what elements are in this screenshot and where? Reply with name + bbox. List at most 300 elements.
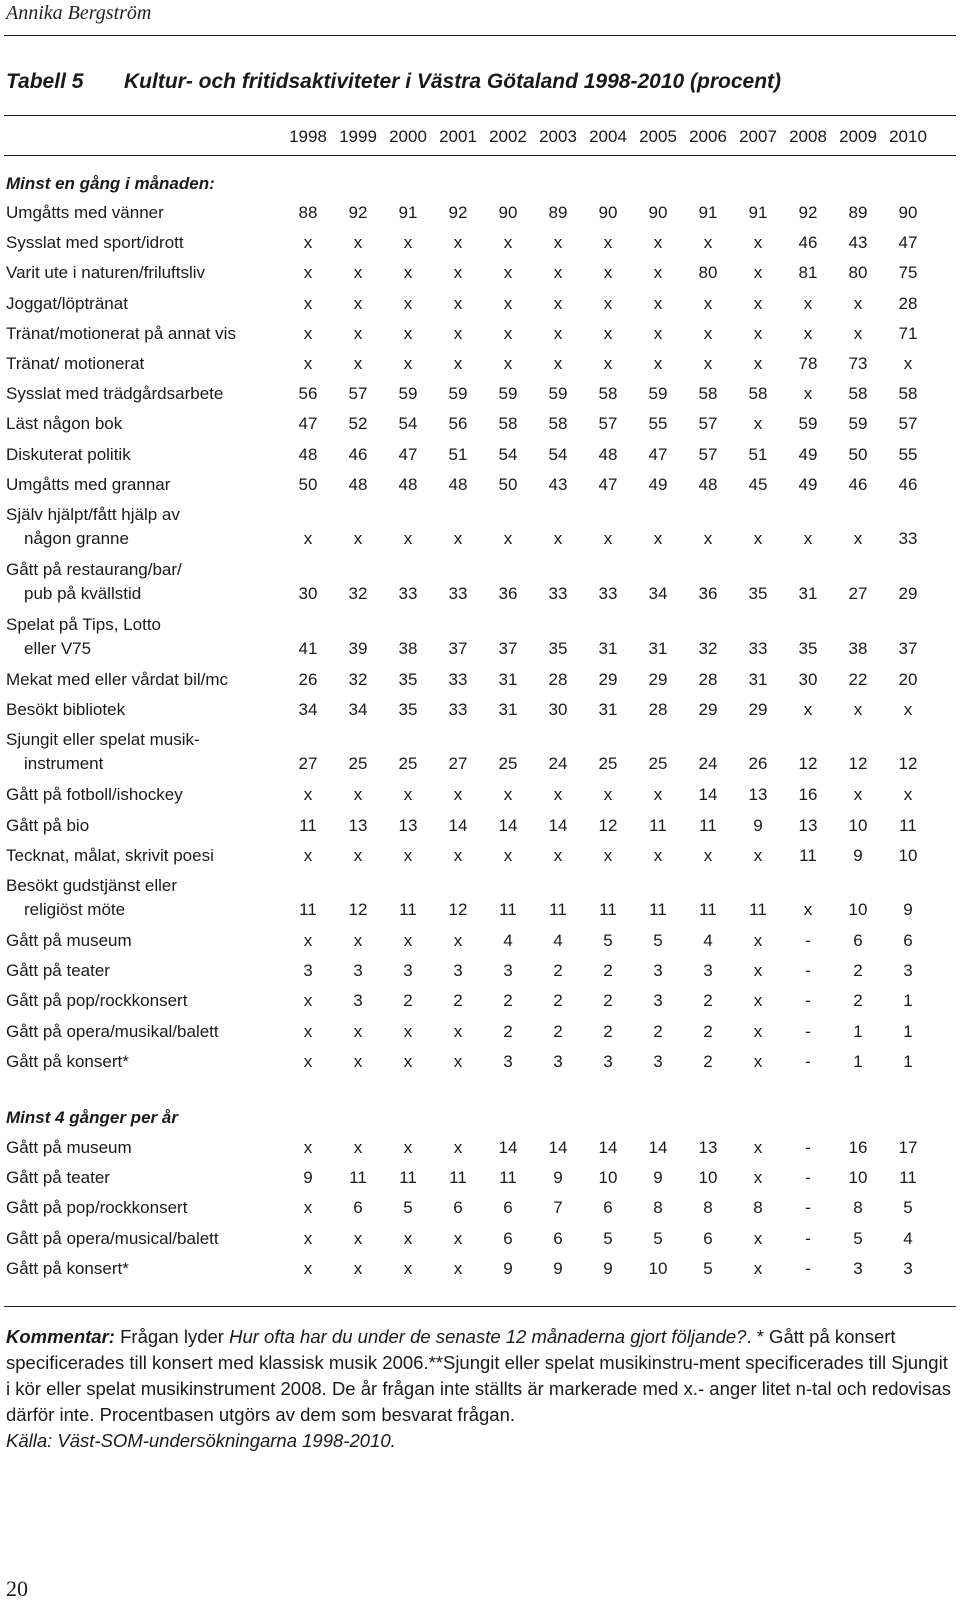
table-cell: x bbox=[303, 1051, 313, 1071]
table-cell: 31 bbox=[498, 700, 518, 720]
table-cell: 11 bbox=[599, 900, 617, 919]
table-cell: x bbox=[453, 263, 463, 283]
table-cell: 58 bbox=[898, 384, 918, 404]
table-cell: 11 bbox=[749, 900, 767, 919]
table-cell: 59 bbox=[798, 414, 818, 434]
table-cell: 24 bbox=[698, 754, 718, 774]
year-header-row bbox=[0, 127, 960, 151]
table-cell: x bbox=[753, 961, 763, 981]
table-cell: x bbox=[853, 785, 863, 805]
table-cell: 6 bbox=[703, 1228, 713, 1248]
table-cell: 2 bbox=[853, 961, 863, 981]
row-label: Sjungit eller spelat musik- bbox=[6, 730, 200, 750]
table-cell: 45 bbox=[748, 474, 768, 494]
table-cell: 12 bbox=[348, 900, 368, 919]
table-cell: - bbox=[805, 961, 811, 981]
table-cell: x bbox=[303, 1258, 313, 1278]
table-cell: 54 bbox=[498, 444, 518, 464]
table-cell: 33 bbox=[548, 584, 568, 603]
table-cell: x bbox=[753, 1228, 763, 1248]
table-cell: 38 bbox=[398, 639, 418, 658]
table-cell: 46 bbox=[848, 474, 868, 494]
table-cell: x bbox=[503, 293, 513, 313]
table-cell: 59 bbox=[448, 384, 468, 404]
table-cell: 90 bbox=[498, 203, 518, 222]
table-cell: 28 bbox=[898, 293, 918, 313]
table-cell: x bbox=[803, 529, 813, 548]
table-cell: 59 bbox=[398, 384, 418, 404]
table-cell: 11 bbox=[649, 900, 667, 919]
table-cell: 3 bbox=[503, 961, 513, 981]
table-cell: x bbox=[353, 263, 363, 283]
row-label: Gått på museum bbox=[6, 1138, 132, 1157]
table-cell: x bbox=[653, 233, 663, 253]
table-cell: x bbox=[753, 845, 763, 865]
table-cell: 14 bbox=[448, 815, 468, 835]
table-cell: x bbox=[903, 785, 913, 805]
table-cell: 14 bbox=[698, 785, 718, 805]
row-label: Gått på museum bbox=[6, 931, 132, 950]
table-cell: x bbox=[853, 293, 863, 313]
table-cell: x bbox=[303, 1138, 313, 1157]
row-label-continued: instrument bbox=[24, 754, 104, 774]
table-cell: x bbox=[803, 900, 813, 919]
row-label: Gått på fotboll/ishockey bbox=[6, 785, 183, 805]
table-cell: x bbox=[853, 700, 863, 720]
table-cell: 58 bbox=[848, 384, 868, 404]
table-cell: x bbox=[453, 293, 463, 313]
table-cell: x bbox=[403, 785, 413, 805]
row-label-continued: eller V75 bbox=[24, 639, 92, 658]
table-cell: 3 bbox=[353, 961, 363, 981]
table-cell: x bbox=[703, 233, 713, 253]
table-cell: x bbox=[553, 233, 563, 253]
table-cell: 10 bbox=[848, 900, 868, 919]
table-cell: 29 bbox=[598, 670, 618, 689]
table-cell: 2 bbox=[703, 1051, 713, 1071]
table-cell: x bbox=[603, 529, 613, 548]
row-label: Tecknat, målat, skrivit poesi bbox=[6, 845, 214, 865]
table-cell: x bbox=[303, 233, 313, 253]
table-cell: 31 bbox=[598, 700, 618, 720]
table-cell: x bbox=[403, 1138, 413, 1157]
table-cell: 2 bbox=[703, 991, 713, 1011]
table-cell: 51 bbox=[448, 444, 468, 464]
table-cell: 22 bbox=[848, 670, 868, 689]
table-cell: 55 bbox=[648, 414, 668, 434]
table-cell: x bbox=[753, 414, 763, 434]
table-cell: 9 bbox=[553, 1168, 563, 1188]
row-label-continued: religiöst möte bbox=[24, 900, 126, 919]
table-cell: 9 bbox=[753, 815, 763, 835]
table-cell: 24 bbox=[548, 754, 568, 774]
table-cell: 28 bbox=[548, 670, 568, 689]
row-label: Besökt bibliotek bbox=[6, 700, 126, 720]
table-cell: 89 bbox=[548, 203, 568, 222]
table-cell: 25 bbox=[598, 754, 618, 774]
table-cell: 36 bbox=[498, 584, 518, 603]
table-cell: 6 bbox=[503, 1198, 513, 1218]
table-cell: x bbox=[803, 700, 813, 720]
row-label: Umgåtts med vänner bbox=[6, 203, 164, 222]
table-cell: 92 bbox=[348, 203, 368, 222]
table-cell: - bbox=[805, 931, 811, 950]
table-cell: x bbox=[553, 354, 563, 373]
table-cell: 31 bbox=[598, 639, 618, 658]
table-cell: 3 bbox=[853, 1258, 863, 1278]
table-cell: 88 bbox=[298, 203, 318, 222]
table-cell: x bbox=[503, 323, 513, 343]
table-cell: x bbox=[403, 323, 413, 343]
table-cell: 10 bbox=[698, 1168, 718, 1188]
table-cell: 6 bbox=[603, 1198, 613, 1218]
table-cell: 10 bbox=[848, 815, 868, 835]
table-cell: x bbox=[753, 1051, 763, 1071]
table-cell: 5 bbox=[603, 931, 613, 950]
table-cell: x bbox=[403, 845, 413, 865]
table-cell: 8 bbox=[853, 1198, 863, 1218]
row-label: Mekat med eller vårdat bil/mc bbox=[6, 670, 229, 689]
table-cell: 12 bbox=[598, 815, 618, 835]
table-cell: x bbox=[353, 323, 363, 343]
table-cell: 11 bbox=[299, 815, 317, 835]
table-cell: 16 bbox=[848, 1138, 868, 1157]
table-cell: x bbox=[753, 991, 763, 1011]
table-cell: x bbox=[303, 354, 313, 373]
table-cell: 11 bbox=[399, 900, 417, 919]
table-cell: 29 bbox=[698, 700, 718, 720]
table-cell: - bbox=[805, 1198, 811, 1218]
table-cell: x bbox=[553, 263, 563, 283]
table-cell: 33 bbox=[598, 584, 618, 603]
header-rule bbox=[4, 35, 956, 36]
table-cell: 14 bbox=[598, 1138, 618, 1157]
table-cell: 89 bbox=[848, 203, 868, 222]
table-cell: x bbox=[303, 845, 313, 865]
table-cell: 3 bbox=[653, 991, 663, 1011]
table-cell: 2 bbox=[703, 1021, 713, 1041]
year-header-cell: 2005 bbox=[639, 127, 677, 146]
table-cell: 4 bbox=[553, 931, 563, 950]
table-cell: x bbox=[653, 354, 663, 373]
table-cell: 11 bbox=[399, 1168, 417, 1188]
table-cell: 92 bbox=[798, 203, 818, 222]
comment-lead: Kommentar: bbox=[6, 1326, 115, 1347]
year-header-cell: 2001 bbox=[439, 127, 477, 146]
table-cell: 33 bbox=[898, 529, 918, 548]
table-cell: 47 bbox=[648, 444, 668, 464]
table-cell: 1 bbox=[903, 1021, 913, 1041]
table-cell: 48 bbox=[698, 474, 718, 494]
row-label: Tränat/ motionerat bbox=[6, 354, 145, 373]
table-cell: 1 bbox=[853, 1021, 863, 1041]
table-cell: 1 bbox=[903, 991, 913, 1011]
year-header-rule bbox=[4, 155, 956, 156]
table-cell: 2 bbox=[453, 991, 463, 1011]
table-cell: 43 bbox=[848, 233, 868, 253]
table-cell: x bbox=[553, 529, 563, 548]
year-header-cell: 2000 bbox=[389, 127, 427, 146]
table-cell: x bbox=[603, 323, 613, 343]
table-cell: - bbox=[805, 1168, 811, 1188]
table-cell: 30 bbox=[548, 700, 568, 720]
table-cell: x bbox=[603, 293, 613, 313]
table-cell: 14 bbox=[548, 815, 568, 835]
table-cell: x bbox=[753, 529, 763, 548]
table-cell: 59 bbox=[848, 414, 868, 434]
table-cell: 11 bbox=[349, 1168, 367, 1188]
table-cell: 11 bbox=[499, 900, 517, 919]
row-label: Gått på opera/musikal/balett bbox=[6, 1021, 219, 1041]
table-cell: 58 bbox=[548, 414, 568, 434]
row-label: Sysslat med trädgårdsarbete bbox=[6, 384, 224, 404]
year-header-cell: 2008 bbox=[789, 127, 827, 146]
table-cell: 9 bbox=[853, 845, 863, 865]
table-cell: x bbox=[303, 931, 313, 950]
table-cell: x bbox=[703, 845, 713, 865]
table-cell: 8 bbox=[753, 1198, 763, 1218]
table-cell: x bbox=[753, 293, 763, 313]
table-cell: 13 bbox=[698, 1138, 718, 1157]
table-cell: x bbox=[403, 293, 413, 313]
table-cell: x bbox=[553, 323, 563, 343]
table-cell: 12 bbox=[798, 754, 818, 774]
table-cell: 10 bbox=[898, 845, 918, 865]
table-cell: 11 bbox=[699, 815, 717, 835]
table-cell: 78 bbox=[798, 354, 818, 373]
table-cell: 2 bbox=[603, 1021, 613, 1041]
table-cell: 28 bbox=[648, 700, 668, 720]
table-cell: 30 bbox=[298, 584, 318, 603]
table-cell: 3 bbox=[703, 961, 713, 981]
table-number: Tabell 5 bbox=[6, 70, 84, 93]
table-cell: 56 bbox=[448, 414, 468, 434]
table-cell: x bbox=[403, 233, 413, 253]
table-cell: 5 bbox=[703, 1258, 713, 1278]
table-cell: 5 bbox=[653, 931, 663, 950]
comment-question: Hur ofta har du under de senaste 12 månaderna gjort följande? bbox=[229, 1326, 747, 1347]
table-cell: 13 bbox=[748, 785, 768, 805]
table-cell: 11 bbox=[899, 1168, 917, 1188]
row-label-continued: någon granne bbox=[24, 529, 129, 548]
source-note: Källa: Väst-SOM-undersökningarna 1998-2010. bbox=[6, 1430, 396, 1451]
table-cell: x bbox=[753, 1138, 763, 1157]
table-cell: x bbox=[303, 529, 313, 548]
table-cell: x bbox=[903, 354, 913, 373]
table-cell: 26 bbox=[298, 670, 318, 689]
table-cell: 59 bbox=[548, 384, 568, 404]
table-cell: 9 bbox=[903, 900, 913, 919]
table-cell: 8 bbox=[703, 1198, 713, 1218]
table-title-text: Kultur- och fritidsaktiviteter i Västra Götaland 1998-2010 (procent) bbox=[124, 70, 782, 93]
row-label: Besökt gudstjänst eller bbox=[6, 876, 178, 895]
table-cell: 34 bbox=[298, 700, 318, 720]
table-cell: 90 bbox=[898, 203, 918, 222]
table-cell: x bbox=[403, 263, 413, 283]
table-cell: x bbox=[603, 263, 613, 283]
table-cell: 1 bbox=[903, 1051, 913, 1071]
table-cell: 4 bbox=[903, 1228, 913, 1248]
table-cell: 2 bbox=[553, 961, 563, 981]
table-cell: 48 bbox=[348, 474, 368, 494]
table-cell: x bbox=[303, 323, 313, 343]
table-cell: 9 bbox=[653, 1168, 663, 1188]
table-cell: 57 bbox=[898, 414, 918, 434]
table-cell: x bbox=[453, 529, 463, 548]
table-cell: x bbox=[653, 845, 663, 865]
table-cell: x bbox=[503, 529, 513, 548]
year-header-cell: 2010 bbox=[889, 127, 927, 146]
table-cell: x bbox=[403, 931, 413, 950]
row-label: Diskuterat politik bbox=[6, 444, 131, 464]
table-cell: 9 bbox=[303, 1168, 313, 1188]
table-cell: 57 bbox=[698, 414, 718, 434]
table-cell: 43 bbox=[548, 474, 568, 494]
table-cell: 37 bbox=[898, 639, 918, 658]
table-cell: 12 bbox=[848, 754, 868, 774]
table-cell: 6 bbox=[503, 1228, 513, 1248]
table-cell: 81 bbox=[798, 263, 818, 283]
table-cell: x bbox=[353, 845, 363, 865]
table-cell: x bbox=[753, 1258, 763, 1278]
table-cell: 25 bbox=[648, 754, 668, 774]
table-cell: x bbox=[653, 293, 663, 313]
table-cell: 91 bbox=[398, 203, 418, 222]
table-cell: x bbox=[703, 323, 713, 343]
table-cell: x bbox=[803, 293, 813, 313]
table-cell: 13 bbox=[798, 815, 818, 835]
table-cell: x bbox=[503, 354, 513, 373]
table-cell: x bbox=[703, 354, 713, 373]
table-cell: 11 bbox=[549, 900, 567, 919]
table-cell: x bbox=[903, 700, 913, 720]
table-cell: 2 bbox=[653, 1021, 663, 1041]
table-cell: 10 bbox=[648, 1258, 668, 1278]
comment bbox=[6, 1324, 954, 1454]
table-cell: 12 bbox=[898, 754, 918, 774]
table-cell: 3 bbox=[303, 961, 313, 981]
year-header-cell: 1999 bbox=[339, 127, 377, 146]
table-cell: x bbox=[753, 1021, 763, 1041]
row-label: Tränat/motionerat på annat vis bbox=[6, 323, 236, 343]
table-cell: 49 bbox=[798, 444, 818, 464]
year-header-cell: 2004 bbox=[589, 127, 627, 146]
table-cell: 35 bbox=[548, 639, 568, 658]
table-cell: 10 bbox=[598, 1168, 618, 1188]
table-cell: 32 bbox=[348, 584, 368, 603]
table-cell: 29 bbox=[898, 584, 918, 603]
table-cell: 8 bbox=[653, 1198, 663, 1218]
table-cell: x bbox=[853, 323, 863, 343]
table-cell: 36 bbox=[698, 584, 718, 603]
table-cell: 58 bbox=[598, 384, 618, 404]
table-cell: 91 bbox=[748, 203, 768, 222]
table-cell: 2 bbox=[553, 1021, 563, 1041]
year-header-cell: 2002 bbox=[489, 127, 527, 146]
table-cell: - bbox=[805, 1021, 811, 1041]
table-cell: 2 bbox=[553, 991, 563, 1011]
table-cell: 49 bbox=[798, 474, 818, 494]
table-cell: 48 bbox=[398, 474, 418, 494]
table-cell: - bbox=[805, 1051, 811, 1071]
table-cell: 59 bbox=[498, 384, 518, 404]
table-cell: 73 bbox=[848, 354, 868, 373]
table-cell: 5 bbox=[853, 1228, 863, 1248]
table-cell: 80 bbox=[698, 263, 718, 283]
table-cell: x bbox=[703, 293, 713, 313]
row-label: Gått på pop/rockkonsert bbox=[6, 991, 188, 1011]
table-cell: 33 bbox=[748, 639, 768, 658]
table-cell: 34 bbox=[348, 700, 368, 720]
row-label: Gått på teater bbox=[6, 1168, 110, 1188]
table-cell: x bbox=[803, 384, 813, 404]
table-cell: 11 bbox=[449, 1168, 467, 1188]
table-cell: 35 bbox=[798, 639, 818, 658]
table-cell: 2 bbox=[503, 991, 513, 1011]
comment-text-2: . * Gått på konsert specificerades till konsert med klassisk musik 2006.**Sjungit eller spelat musikinstru-ment specificerades till Sjungit i kör eller spelat musikinstrument 2008. De år frågan inte ställts är markerade med x.- anger litet n-tal och redovisas därför inte. Procentbasen utgörs av dem som besvarat frågan. bbox=[6, 1326, 951, 1425]
table-cell: 31 bbox=[798, 584, 818, 603]
table-cell: 27 bbox=[298, 754, 318, 774]
table-cell: 12 bbox=[448, 900, 468, 919]
table-cell: 35 bbox=[398, 670, 418, 689]
table-cell: x bbox=[753, 233, 763, 253]
table-cell: x bbox=[503, 233, 513, 253]
table-cell: 25 bbox=[348, 754, 368, 774]
table-cell: 14 bbox=[548, 1138, 568, 1157]
table-cell: 29 bbox=[648, 670, 668, 689]
table-cell: 58 bbox=[498, 414, 518, 434]
table-cell: 47 bbox=[298, 414, 318, 434]
table-cell: 90 bbox=[648, 203, 668, 222]
table-cell: 3 bbox=[903, 961, 913, 981]
row-label: Spelat på Tips, Lotto bbox=[6, 615, 161, 634]
table-cell: 35 bbox=[748, 584, 768, 603]
table-cell: 11 bbox=[899, 815, 917, 835]
table-cell: x bbox=[453, 354, 463, 373]
table-cell: 80 bbox=[848, 263, 868, 283]
table-cell: x bbox=[403, 1258, 413, 1278]
table-cell: 14 bbox=[498, 815, 518, 835]
table-cell: 47 bbox=[898, 233, 918, 253]
table-cell: x bbox=[753, 354, 763, 373]
table-cell: 32 bbox=[348, 670, 368, 689]
table-cell: x bbox=[803, 323, 813, 343]
table-cell: 2 bbox=[503, 1021, 513, 1041]
table-cell: x bbox=[453, 1051, 463, 1071]
table-cell: 55 bbox=[898, 444, 918, 464]
table-cell: 1 bbox=[853, 1051, 863, 1071]
table-cell: 16 bbox=[798, 785, 818, 805]
table-cell: 47 bbox=[398, 444, 418, 464]
table-cell: 57 bbox=[698, 444, 718, 464]
table-cell: 50 bbox=[848, 444, 868, 464]
table-cell: x bbox=[353, 1138, 363, 1157]
table-cell: x bbox=[553, 293, 563, 313]
row-label: Gått på konsert* bbox=[6, 1051, 129, 1071]
table-cell: x bbox=[603, 785, 613, 805]
table-cell: 38 bbox=[848, 639, 868, 658]
table-cell: x bbox=[553, 785, 563, 805]
table-cell: 14 bbox=[498, 1138, 518, 1157]
table-cell: 30 bbox=[798, 670, 818, 689]
table-cell: x bbox=[353, 785, 363, 805]
table-cell: 49 bbox=[648, 474, 668, 494]
table-cell: 9 bbox=[603, 1258, 613, 1278]
table-cell: 14 bbox=[648, 1138, 668, 1157]
table-cell: 71 bbox=[898, 323, 918, 343]
table-cell: 3 bbox=[653, 1051, 663, 1071]
row-label: Gått på opera/musical/balett bbox=[6, 1228, 219, 1248]
